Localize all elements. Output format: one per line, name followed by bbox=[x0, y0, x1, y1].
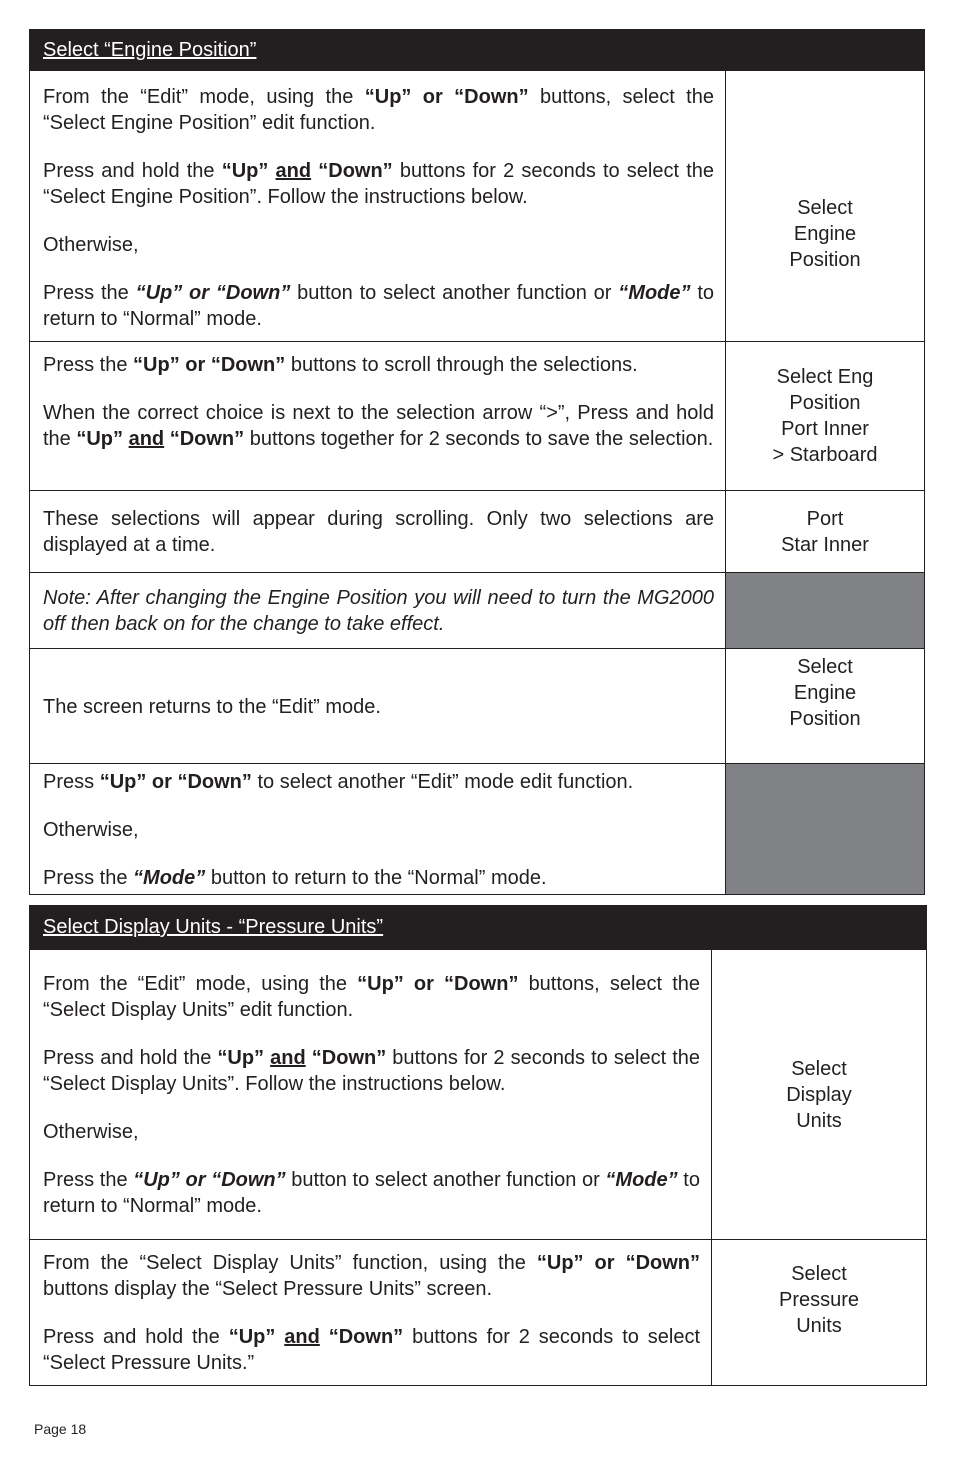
screen-line: Display bbox=[786, 1084, 852, 1106]
display-screen bbox=[712, 950, 926, 1240]
display-screen bbox=[726, 649, 924, 764]
display-units-table bbox=[29, 905, 927, 1386]
section-title: Select “Engine Position” bbox=[43, 38, 257, 61]
table-row bbox=[30, 341, 924, 490]
instruction-cell bbox=[30, 491, 726, 572]
screen-line: Select bbox=[797, 197, 853, 219]
section-header bbox=[30, 906, 926, 949]
instruction-text: Press the “Up” or “Down” button to select another function or “Mode” to return to “Normal” mode. bbox=[43, 1169, 700, 1217]
instruction-cell bbox=[30, 950, 712, 1240]
screen-line: Units bbox=[796, 1315, 842, 1337]
screen-line: Port Inner bbox=[781, 418, 869, 440]
instruction-text: The screen returns to the “Edit” mode. bbox=[43, 695, 381, 718]
table-row bbox=[30, 70, 924, 342]
blank-screen bbox=[726, 573, 924, 649]
screen-line: Position bbox=[789, 708, 861, 730]
display-screen bbox=[712, 1240, 926, 1385]
instruction-text: Press the “Up” or “Down” button to select another function or “Mode” to return to “Normal” mode. bbox=[43, 282, 715, 330]
table-row bbox=[30, 490, 924, 572]
screen-line: Star Inner bbox=[781, 533, 869, 556]
table-row bbox=[30, 648, 924, 764]
screen-line: Position bbox=[789, 392, 861, 414]
table-row bbox=[30, 949, 926, 1240]
table-row bbox=[30, 763, 924, 894]
instruction-text: From the “Edit” mode, using the “Up” or “Down” buttons, select the “Select Display Units” edit function. bbox=[43, 973, 700, 1021]
screen-line: Engine bbox=[793, 223, 857, 245]
instruction-cell bbox=[30, 1240, 712, 1385]
display-screen bbox=[726, 491, 924, 572]
screen-line: Port bbox=[806, 507, 844, 530]
table-row bbox=[30, 572, 924, 649]
section-header bbox=[30, 30, 924, 70]
instruction-text: Press and hold the “Up” and “Down” buttons for 2 seconds to select the “Select Engine Position”. Follow the instructions below. bbox=[43, 160, 715, 208]
section-title: Select Display Units - “Pressure Units” bbox=[43, 916, 384, 938]
screen-line: Engine bbox=[793, 682, 857, 704]
instruction-text: Press and hold the “Up” and “Down” buttons for 2 seconds to select the “Select Display Units”. Follow the instructions below. bbox=[43, 1047, 700, 1095]
page-number: Page 18 bbox=[34, 1421, 87, 1437]
instruction-cell bbox=[30, 649, 726, 764]
instruction-text: Press the “Mode” button to return to the “Normal” mode. bbox=[43, 867, 547, 889]
instruction-text: Press “Up” or “Down” to select another “Edit” mode edit function. bbox=[43, 771, 634, 793]
instruction-text: Otherwise, bbox=[43, 819, 139, 841]
instruction-text: Otherwise, bbox=[43, 1121, 139, 1143]
instruction-text: Otherwise, bbox=[43, 234, 139, 256]
note-text: Note: After changing the Engine Position you will need to turn the MG2000 off then back on for the change to take effect. bbox=[43, 587, 714, 635]
blank-screen bbox=[726, 764, 924, 894]
display-screen bbox=[726, 342, 924, 490]
screen-line: Select bbox=[791, 1263, 847, 1285]
table-row bbox=[30, 1239, 926, 1385]
screen-line: Select bbox=[791, 1058, 847, 1080]
display-screen bbox=[726, 71, 924, 342]
screen-line: Select Eng bbox=[776, 366, 874, 388]
instruction-cell bbox=[30, 764, 726, 894]
instruction-cell bbox=[30, 573, 726, 649]
screen-line: Units bbox=[796, 1110, 842, 1132]
instruction-cell bbox=[30, 342, 726, 490]
instruction-cell bbox=[30, 71, 726, 342]
instruction-text: Press and hold the “Up” and “Down” buttons for 2 seconds to select “Select Pressure Units.” bbox=[43, 1326, 701, 1374]
screen-line: > Starboard bbox=[772, 444, 878, 466]
screen-line: Pressure bbox=[778, 1289, 860, 1311]
instruction-text: These selections will appear during scrolling. Only two selections are displayed at a time. bbox=[43, 507, 714, 556]
instruction-text: From the “Select Display Units” function, using the “Up” or “Down” buttons display the “Select Pressure Units” screen. bbox=[43, 1252, 701, 1300]
engine-position-table bbox=[29, 29, 925, 895]
screen-line: Select bbox=[797, 656, 853, 678]
instruction-text: Press the “Up” or “Down” buttons to scroll through the selections. bbox=[43, 354, 638, 376]
instruction-text: When the correct choice is next to the selection arrow “>”, Press and hold the “Up” and “Down” buttons together for 2 seconds to save the selection. bbox=[43, 402, 714, 450]
instruction-text: From the “Edit” mode, using the “Up” or “Down” buttons, select the “Select Engine Position” edit function. bbox=[43, 86, 714, 134]
screen-line: Position bbox=[789, 249, 861, 271]
